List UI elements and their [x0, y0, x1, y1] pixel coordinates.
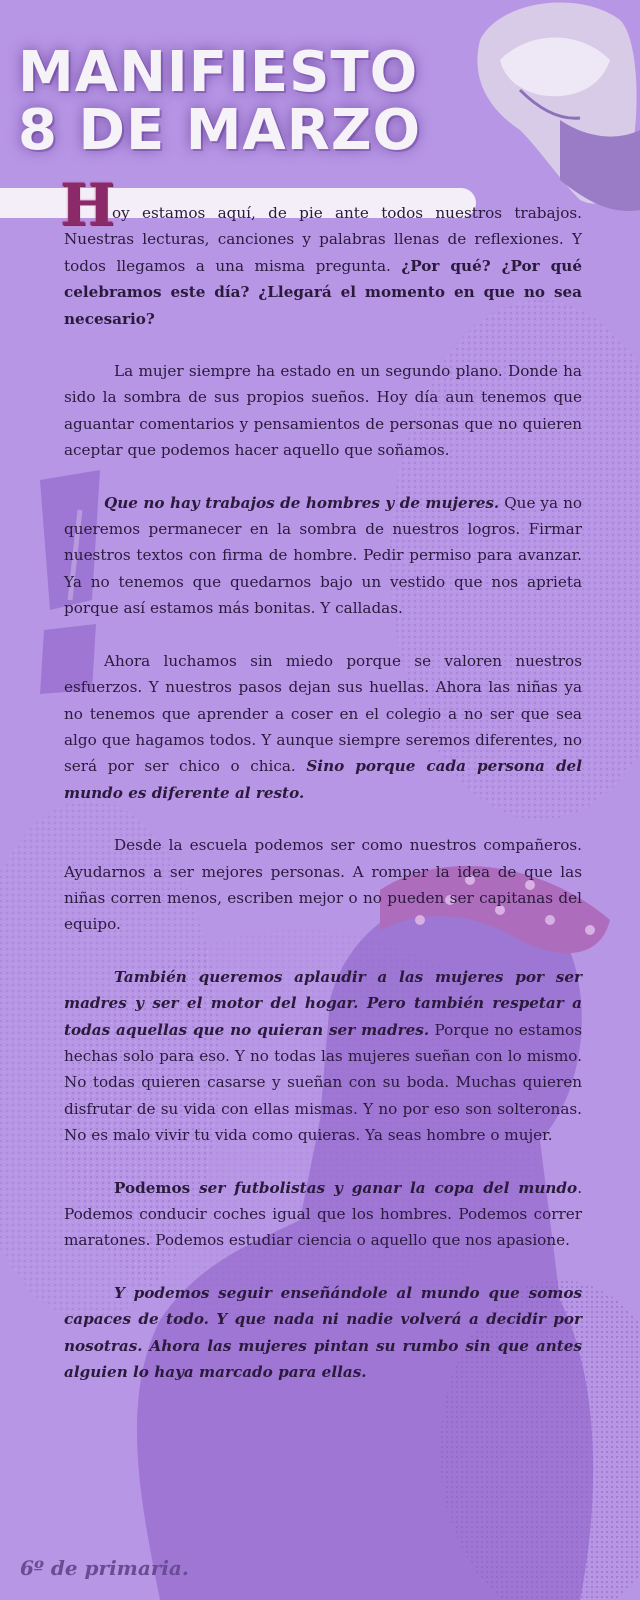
paragraph-7-lead: Podemos [114, 1178, 200, 1197]
statue-bust-image [477, 3, 640, 211]
paragraph-2-text: La mujer siempre ha estado en un segundo plano. Donde ha sido la sombra de sus propios sueños. Hoy día aun tenemos que aguantar comentarios y pensamientos de personas que no quieren aceptar que podemos hacer aquello que soñamos. [64, 362, 582, 460]
paragraph-5-text: Desde la escuela podemos ser como nuestros compañeros. Ayudarnos a ser mejores personas. A romper la idea de que las niñas corren menos, escriben mejor o no pueden ser capitanas del equipo. [64, 836, 582, 934]
footer-grade-label: 6º de primaria. [20, 1556, 189, 1580]
title-line-1: MANIFIESTO [18, 40, 419, 105]
paragraph-6-text: Porque no estamos hechas solo para eso. Y no todas las mujeres sueñan con lo mismo. No todas quieren casarse y sueñan con su boda. Muchas quieren disfrutar de su vida con ellas mismas. Y no por eso son solteronas. No es malo vivir tu vida como quieras. Ya seas hombre o mujer. [64, 1020, 582, 1145]
paragraph-8 [64, 1280, 582, 1386]
drop-cap: H [60, 171, 115, 239]
paragraph-6-emphasis: También queremos aplaudir a las mujeres por ser madres y ser el motor del hogar. Pero también respetar a todas aquellas que no quieran ser madres. [64, 967, 582, 1039]
paragraph-1 [64, 200, 582, 332]
paragraph-4-text: Ahora luchamos sin miedo porque se valoren nuestros esfuerzos. Y nuestros pasos dejan sus huellas. Ahora las niñas ya no tenemos que aprender a coser en el colegio a no ser que sea algo que hagamos todos. Y aunque siempre seremos diferentes, no será por ser chico o chica. [64, 651, 582, 776]
paragraph-4-emphasis: Sino porque cada persona del mundo es diferente al resto. [64, 757, 582, 802]
paragraph-6 [64, 964, 582, 1149]
paragraph-1-questions: ¿Por qué? ¿Por qué celebramos este día? ¿Llegará el momento en que no sea necesario? [64, 256, 582, 328]
page-title [18, 40, 422, 163]
paragraph-7-emphasis: ser futbolistas y ganar la copa del mundo [199, 1178, 578, 1197]
paragraph-3-emphasis: Que no hay trabajos de hombres y de mujeres. [104, 493, 500, 512]
title-line-2: 8 DE MARZO [18, 98, 422, 163]
paragraph-5 [64, 832, 582, 938]
paragraph-2 [64, 358, 582, 464]
paragraph-3 [64, 490, 582, 622]
paragraph-4 [64, 648, 582, 806]
paragraph-7 [64, 1175, 582, 1254]
paragraph-1-lead: oy estamos aquí, de pie ante todos nuestros trabajos. Nuestras lecturas, canciones y palabras llenas de reflexiones. Y todos llegamos a una misma pregunta. [64, 204, 582, 275]
paragraph-8-emphasis: Y podemos seguir enseñándole al mundo que somos capaces de todo. Y que nada ni nadie volverá a decidir por nosotras. Ahora las mujeres pintan su rumbo sin que antes alguien lo haya marcado para ellas. [64, 1283, 582, 1382]
paragraph-3-text: Que ya no queremos permanecer en la sombra de nuestros logros. Firmar nuestros textos con firma de hombre. Pedir permiso para avanzar. Ya no tenemos que quedarnos bajo un vestido que nos aprieta porque así estamos más bonitas. Y calladas. [64, 493, 582, 618]
manifesto-body [64, 200, 582, 1411]
paragraph-7-text: . Podemos conducir coches igual que los hombres. Podemos correr maratones. Podemos estudiar ciencia o aquello que nos apasione. [64, 1178, 583, 1250]
